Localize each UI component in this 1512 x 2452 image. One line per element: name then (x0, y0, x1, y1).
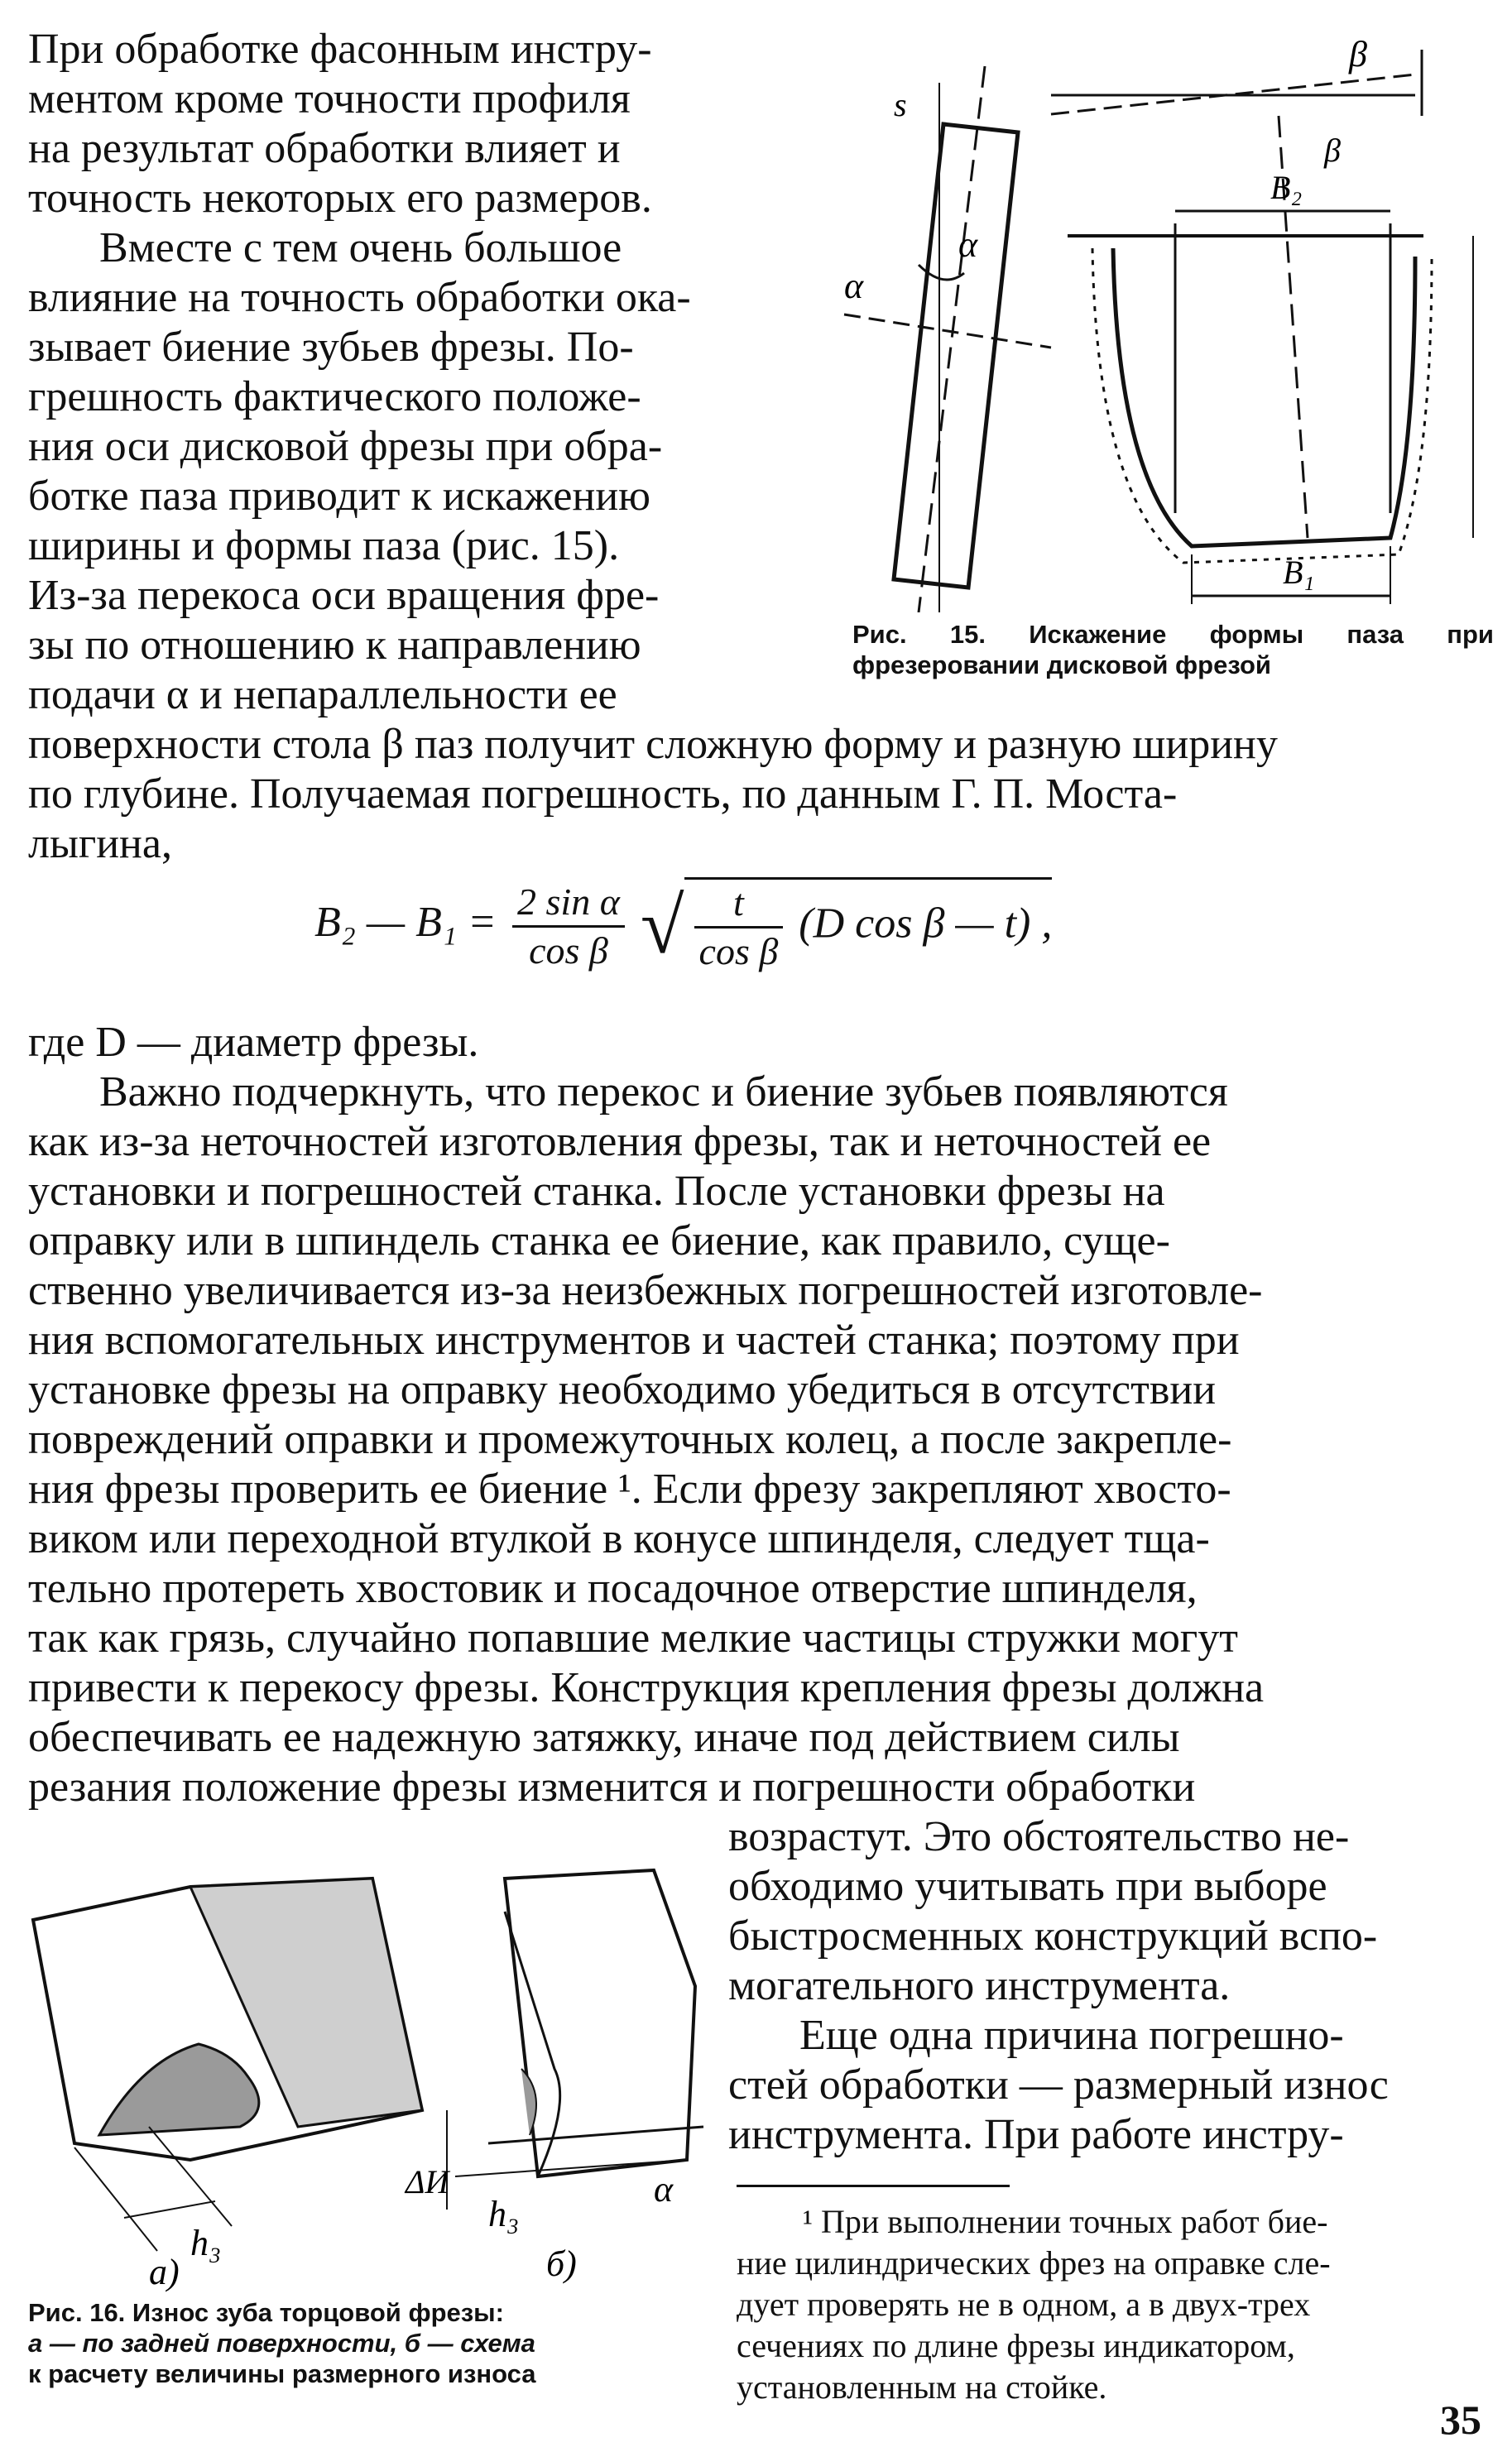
formula-lhs: B₂ — B₁ = (314, 898, 497, 946)
alpha-ref-line (844, 314, 1051, 348)
h3-dim-a (124, 2201, 215, 2218)
figure-16-caption: Рис. 16. Износ зуба торцовой фрезы: а — по задней поверхности, б — схема к расчету величины размерного износа (28, 2298, 536, 2388)
formula-radicand (684, 877, 1053, 975)
h3-dim-a-left (74, 2147, 157, 2251)
label-du: ΔИ (406, 2163, 449, 2200)
wear-land (99, 2044, 259, 2135)
label-h3-b: h₃ (488, 2194, 520, 2234)
right-column: возрастут. Это обстоятельство не- обходимо учитывать при выборе быстросменных конструкций вспо- могательного инструмента. Еще одна причина погрешно- стей обработки — размерный износ инструмента. При работе инстру- (728, 1813, 1389, 2158)
label-s: s (894, 86, 907, 123)
reference-line-b (488, 2127, 703, 2143)
paragraph-1: При обработке фасонным инстру- ментом кроме точности профиля на результат обработки влияет и точность некоторых его размеров. (28, 26, 652, 222)
main-body: где D — диаметр фрезы. Важно подчеркнуть, что перекос и биение зубьев появляются как из-за неточностей изготовления фрезы, так и неточностей ее установки и погрешностей станка. После установки фрезы на оправку или в шпиндель станка ее биение, как правило, суще- ственно увеличивается из-за неизбежных погрешностей изготовле- ния вспомогательных инструментов и частей станка; поэтому при установке фрезы на оправку необходимо убедиться в отсутствии повреждений оправки и промежуточных колец, а после закрепле- ния фрезы проверить ее биение ¹. Если фрезу закрепляют хвосто- виком или переходной втулкой в конусе шпинделя, следует тща- тельно протереть хвостовик и посадочное отверстие шпинделя, так как грязь, случайно попавшие мелкие частицы стружки могут привести к перекосу фрезы. Конструкция крепления фрезы должна обеспечивать ее надежную затяжку, иначе под действием силы резания положение фрезы изменится и погрешности обработки (28, 1018, 1493, 1812)
formula-frac-1: $\frac{\text{2 sin α}}{\text{cos β}}$ (512, 879, 625, 974)
where-line: где D — диаметр фрезы. (28, 1019, 479, 1066)
figure-15-caption: Рис. 15. Искажение формы паза при фрезеровании дисковой фрезой (852, 620, 1494, 679)
footnote-rule (737, 2185, 1010, 2187)
paragraph-2: Вместе с тем очень большое влияние на точность обработки ока- зывает биение зубьев фрезы. По- грешность фактического положе- ния оси дисковой фрезы при обра- ботке паза приводит к искажению ширины и формы паза (рис. 15). Из-за перекоса оси вращения фре- зы по отношению к направлению подачи α и непараллельности ее (28, 224, 691, 718)
label-alpha-left: α (844, 266, 864, 306)
figure-16-tooth-wear (25, 1862, 712, 2292)
label-b: б) (546, 2243, 577, 2284)
page-number: 35 (1440, 2397, 1481, 2443)
label-alpha-mid: α (958, 224, 978, 265)
intro-continuation: поверхности стола β паз получит сложную форму и разную ширину по глубине. Получаемая погрешность, по данным Г. П. Моста- лыгина, (28, 721, 1278, 867)
label-b1: B₁ (1283, 554, 1315, 591)
label-h3-a: h₃ (190, 2223, 222, 2263)
slot-hatch-edge (1092, 248, 1432, 563)
figure-15-slot-diagram (819, 17, 1506, 612)
formula-b2-b1 (314, 877, 1052, 975)
label-b2: B₂ (1270, 169, 1303, 206)
intro-column (28, 25, 793, 720)
label-a: а) (149, 2252, 180, 2292)
formula-tail: (D cos β — t) , (799, 900, 1053, 948)
sqrt-sign: √ (640, 881, 684, 970)
label-alpha-b: α (654, 2169, 674, 2210)
slot-profile (1113, 248, 1415, 546)
label-beta-top: β (1349, 34, 1367, 74)
wear-scheme (521, 2069, 536, 2135)
cutter-outline (894, 124, 1018, 588)
formula-frac-2: $\frac{t}{\text{cos β}}$ (694, 880, 784, 975)
label-beta-slot: β (1324, 132, 1341, 169)
footnote: ¹ При выполнении точных работ бие- ние цилиндрических фрез на оправке сле- дует проверять не в одном, а в двух-трех сечениях по длине фрезы индикатором, установленным на стойке. (737, 2203, 1331, 2406)
